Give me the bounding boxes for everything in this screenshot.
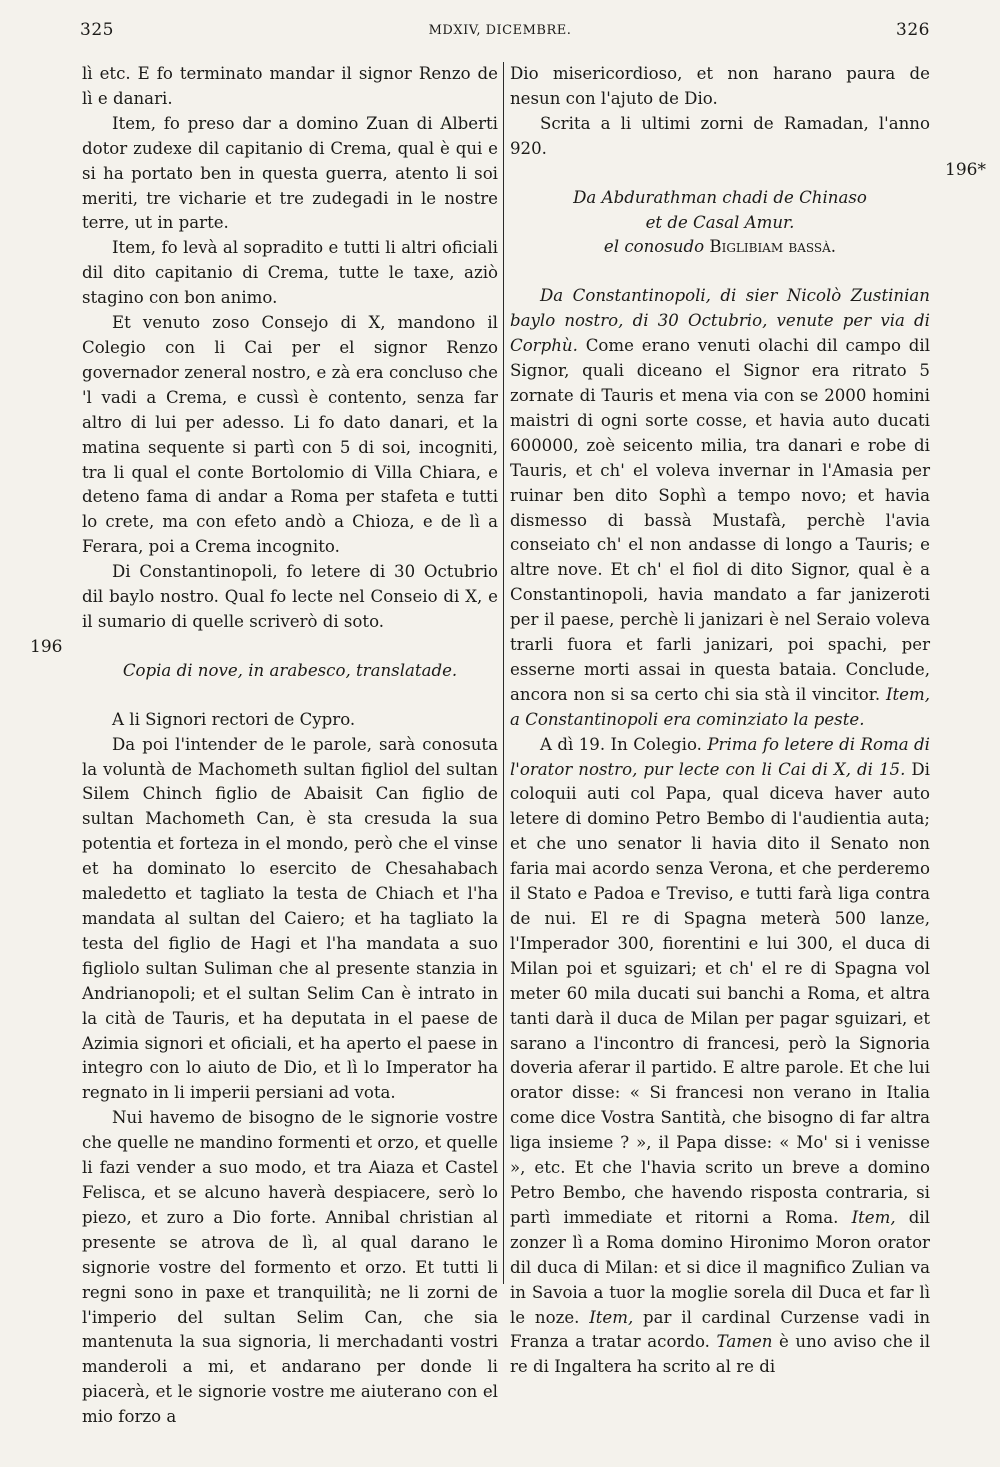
paragraph: Item, fo levà al sopradito e tutti li altri oficiali dil dito capitanio di Crema, tutte le taxe, aziò stagino con bon animo. [82,238,498,308]
margin-note-left: 196 [30,637,63,657]
page-number-right: 326 [896,20,930,40]
paragraph: Da Constantinopoli, di sier Nicolò Zustinian baylo nostro, di 30 Octubrio, venute per via di Corphù. Come erano venuti olachi dil campo dil Signor, quali diceano el Signor era ritrato 5 zornate di Tauris et mena via con se 2000 homini maistri di ogni sorte cosse, et havia auto ducati 600000, zoè seicento milia, tra danari e robe di Tauris, et ch' el voleva invernar in l'Amasia per ruinar ben dito Sophì a tempo novo; et havia dismesso di bassà Mustafà, perchè l'avia conseiato ch' el non andasse di longo a Tauris; e altre nove. Et ch' el fiol di dito Signor, qual è a Constantinopoli, havia mandato a far janizeroti per il paese, perchè li janizari è nel Seraio voleva trarli fuora et farli janizari, poi spachi, per esserne morti assai in questa bataia. Conclude, ancora non si sa certo chi sia stà il vincitor. Item, a Constantinopoli era cominziato la peste. [510,286,930,729]
paragraph: lì etc. E fo terminato mandar il signor Renzo de lì e danari. [82,64,498,108]
right-column [510,62,930,1380]
paragraph: A dì 19. In Colegio. Prima fo letere di Roma di l'orator nostro, pur lecte con li Cai di X, di 15. Di coloquii auti col Papa, qual diceva haver auto letere di domino Petro Bembo di l'audientia auta; et che uno senator li havia dito il Senato non faria mai acordo senza Verona, et che perderemo il Stato e Padoa e Treviso, e tutti farà liga contra de nui. El re di Spagna meterà 500 lanze, l'Imperador 300, fiorentini e lui 300, el duca di Milan poi et sguizari; et ch' el re di Spagna vol meter 60 mila ducati sui banchi a Roma, et altra tanti darà il duca de Milan per pagar sguizari, et sarano a l'incontro di francesi, però la Signoria doveria aferar il partido. E altre parole. Et che lui orator disse: « Si francesi non verano in Italia come dice Vostra Santità, che bisogno di far altra liga insieme ? », il Papa disse: « Mo' si i venisse », etc. Et che l'havia scrito un breve a domino Petro Bembo, che havendo risposta contraria, si partì immediate et ritorni a Roma. Item, dil zonzer lì a Roma domino Hironimo Moron orator dil duca di Milan: et si dice il magnifico Zulian va in Savoia a tuor la moglie sorela dil Duca et far lì le noze. Item, par il cardinal Curzense vadi in Franza a tratar acordo. Tamen è uno aviso che il re di Ingaltera ha scrito al re di [510,734,931,1377]
letter-address: A li Signori rectori de Cypro. [112,709,356,729]
letter-date: Scrita a li ultimi zorni de Ramadan, l'anno 920. [510,113,930,158]
signature-line: el conosudo Biglibiam bassà. [603,237,837,257]
paragraph: Nui havemo de bisogno de le signorie vostre che quelle ne mandino formenti et orzo, et quelle li fazi vender a suo modo, et tra Aiaza et Castel Felisca, et se alcuno haverà despiacere, serò lo piezo, et zuro a Dio forte. Annibal christian al presente se atrova de lì, al qual darano le signorie vostre del formento et orzo. Et tutti li regni sono in paxe et tranquilità; ne li zorni de l'imperio del sultan Selim Can, che sia mantenuta la sua signoria, li merchadanti vostri manderoli a mi, et andarano per donde li piacerà, et le signorie vostre me aiuterano con el mio forzo a [82,1108,498,1427]
paragraph: Di Constantinopoli, fo letere di 30 Octubrio dil baylo nostro. Qual fo lecte nel Conseio di X, e il sumario di quelle scriverò di soto. [82,562,498,631]
paragraph: Item, fo preso dar a domino Zuan di Alberti dotor zudexe dil capitanio di Crema, qual è qui e si ha portato ben in questa guerra, atento li soi meriti, tre vicharie et tre zudegadi in le nostre terre, ut in parte. [82,113,498,233]
page-header [0,20,1000,50]
paragraph: Da poi l'intender de le parole, sarà conosuta la voluntà de Machometh sultan figliol del sultan Silem Chinch figlio de Abaisit Can figlio de sultan Machometh Can, è sta cresuda la sua potentia et forteza in el mondo, però che el vinse et ha dominato lo esercito de Chesahabach maledetto et tagliato la testa de Chiach et l'ha mandata al sultan del Caiero; et ha tagliato la testa del figlio de Hagi et l'ha mandata a suo figliolo sultan Suliman che al presente stanzia in Andrianopoli; et el sultan Selim Can è intrato in la cità de Tauris, et ha deputata in el paese de Azimia signori et oficiali, et ha aperto el paese in integro con lo aiuto de Dio, et lì lo Imperator ha regnato in li imperii persiani ad vota. [82,734,498,1103]
page-number-left: 325 [80,20,114,40]
paragraph: Dio misericordioso, et non harano paura de nesun con l'ajuto de Dio. [510,64,930,108]
signature-line: et de Casal Amur. [645,212,795,232]
paragraph: Et venuto zoso Consejo di X, mandono il Colegio con li Cai per el signor Renzo governador zeneral nostro, e zà era concluso che 'l vadi a Crema, e cussì è contento, senza far altro di lui per adesso. Li fo dato danari, et la matina sequente si partì con 5 di soi, incogniti, tra li qual el conte Bortolomio di Villa Chiara, e deteno fama di andar a Roma per stafeta e tutti lo crete, ma con efeto andò a Chioza, e de lì a Ferara, poi a Crema incognito. [82,313,498,557]
left-column [82,62,498,1430]
signature-line: Da Abdurathman chadi de Chinaso [573,187,867,207]
column-divider [503,62,504,1284]
margin-note-right: 196* [945,160,986,180]
running-title: MDXIV, DICEMBRE. [428,23,572,38]
section-heading: Copia di nove, in arabesco, translatade. [122,660,458,680]
